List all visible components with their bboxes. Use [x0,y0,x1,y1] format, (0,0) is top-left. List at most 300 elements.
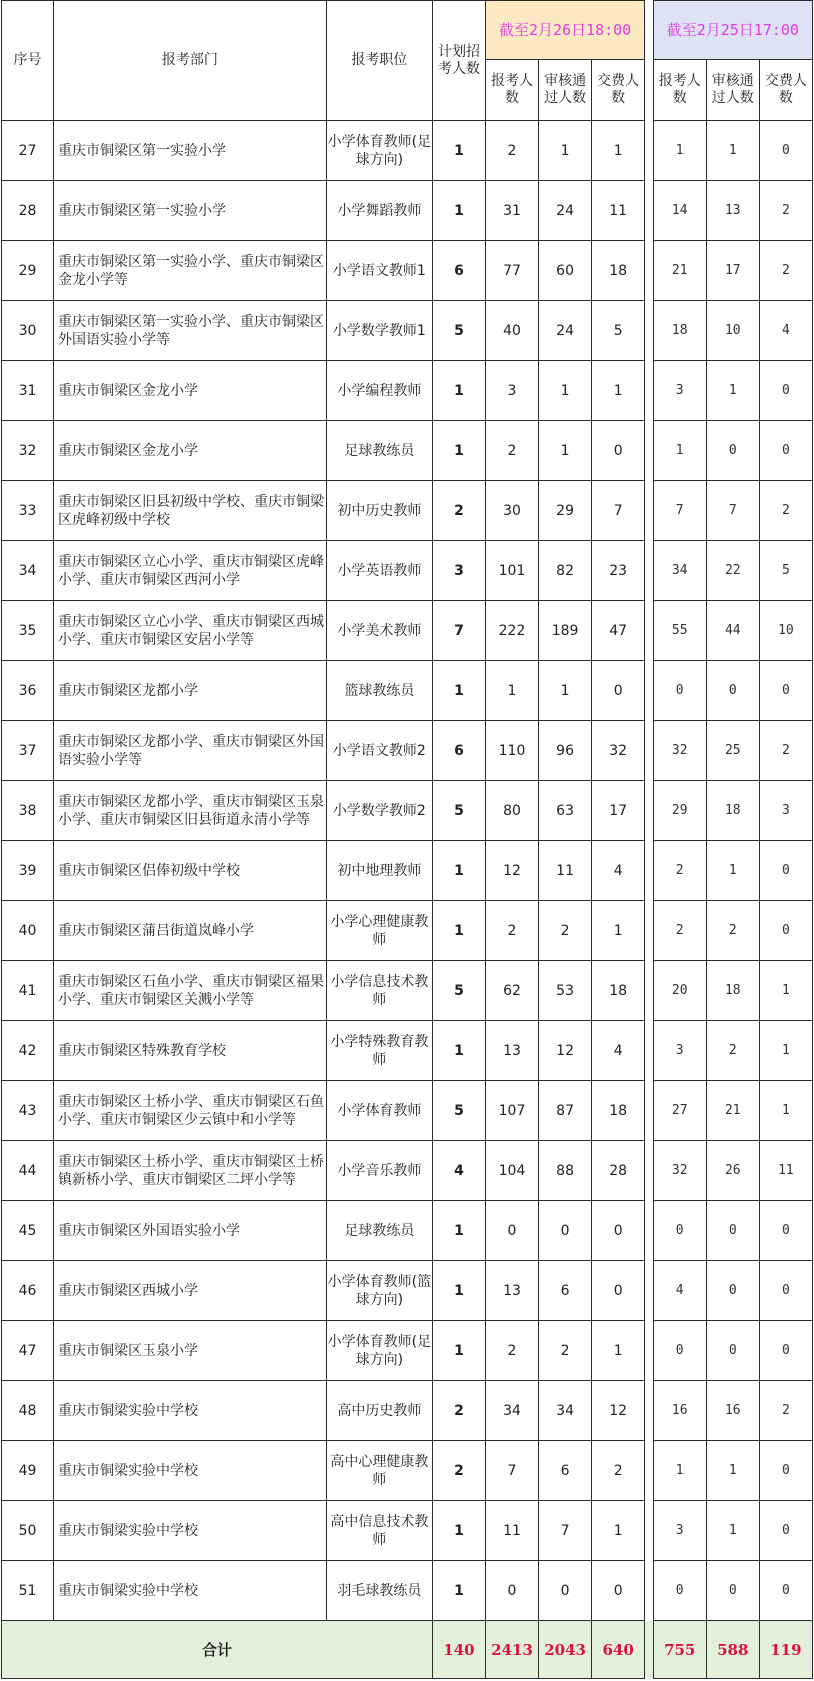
cell-b-approved: 1 [706,121,759,181]
header-b-paid: 交费人数 [759,60,812,121]
cell-index: 35 [2,601,54,661]
cell-b-applied: 32 [653,1141,706,1201]
cell-b-paid: 11 [759,1141,812,1201]
cell-a-applied: 104 [485,1141,538,1201]
cell-position: 初中地理教师 [326,841,432,901]
cell-dept: 重庆市铜梁区蒲吕街道岚峰小学 [54,901,327,961]
cell-position: 小学体育教师(足球方向) [326,121,432,181]
cell-dept: 重庆市铜梁区金龙小学 [54,421,327,481]
cell-position: 高中信息技术教师 [326,1501,432,1561]
table-row [2,361,813,421]
cell-a-paid: 1 [592,1501,645,1561]
cell-a-applied: 12 [485,841,538,901]
column-separator [645,1501,653,1561]
cell-a-paid: 47 [592,601,645,661]
cell-position: 小学体育教师(足球方向) [326,1321,432,1381]
header-b-applied: 报考人数 [653,60,706,121]
cell-position: 小学美术教师 [326,601,432,661]
cell-b-applied: 29 [653,781,706,841]
cell-a-approved: 12 [539,1021,592,1081]
cell-b-paid: 0 [759,901,812,961]
cell-index: 50 [2,1501,54,1561]
table-row [2,1141,813,1201]
cell-plan: 5 [432,961,485,1021]
cell-b-applied: 18 [653,301,706,361]
cell-a-applied: 34 [485,1381,538,1441]
cell-index: 51 [2,1561,54,1621]
total-b-applied: 755 [653,1621,706,1679]
cell-dept: 重庆市铜梁区侣俸初级中学校 [54,841,327,901]
column-separator [645,721,653,781]
cell-b-approved: 1 [706,841,759,901]
cell-a-approved: 88 [539,1141,592,1201]
cell-b-applied: 1 [653,121,706,181]
column-separator [645,241,653,301]
cell-b-approved: 22 [706,541,759,601]
table-row [2,901,813,961]
column-separator [645,481,653,541]
cell-a-paid: 4 [592,1021,645,1081]
cell-a-paid: 18 [592,961,645,1021]
cell-position: 小学心理健康教师 [326,901,432,961]
cell-a-applied: 31 [485,181,538,241]
cell-b-approved: 7 [706,481,759,541]
cell-dept: 重庆市铜梁实验中学校 [54,1501,327,1561]
cell-a-approved: 2 [539,901,592,961]
cell-plan: 5 [432,781,485,841]
cell-plan: 6 [432,241,485,301]
header-position: 报考职位 [326,1,432,121]
cell-b-approved: 0 [706,421,759,481]
column-separator [645,1,653,121]
cell-index: 30 [2,301,54,361]
cell-dept: 重庆市铜梁区第一实验小学 [54,121,327,181]
cell-plan: 1 [432,121,485,181]
header-a-applied: 报考人数 [485,60,538,121]
cell-b-approved: 0 [706,1321,759,1381]
cell-b-approved: 2 [706,1021,759,1081]
cell-position: 小学体育教师(篮球方向) [326,1261,432,1321]
column-separator [645,1621,653,1679]
cell-plan: 7 [432,601,485,661]
cell-position: 羽毛球教练员 [326,1561,432,1621]
cell-a-applied: 2 [485,901,538,961]
cell-a-approved: 53 [539,961,592,1021]
cell-dept: 重庆市铜梁实验中学校 [54,1441,327,1501]
cell-b-paid: 0 [759,361,812,421]
cell-a-applied: 77 [485,241,538,301]
cell-a-paid: 0 [592,1261,645,1321]
table-row [2,661,813,721]
cell-dept: 重庆市铜梁实验中学校 [54,1381,327,1441]
cell-dept: 重庆市铜梁区土桥小学、重庆市铜梁区土桥镇新桥小学、重庆市铜梁区二坪小学等 [54,1141,327,1201]
cell-plan: 4 [432,1141,485,1201]
cell-dept: 重庆市铜梁区金龙小学 [54,361,327,421]
cell-a-approved: 189 [539,601,592,661]
cell-a-approved: 87 [539,1081,592,1141]
table-row [2,121,813,181]
cell-a-approved: 63 [539,781,592,841]
cell-index: 34 [2,541,54,601]
cell-a-paid: 18 [592,1081,645,1141]
header-dept: 报考部门 [54,1,327,121]
cell-index: 42 [2,1021,54,1081]
column-separator [645,421,653,481]
column-separator [645,1561,653,1621]
cell-a-paid: 0 [592,661,645,721]
cell-plan: 6 [432,721,485,781]
cell-a-approved: 7 [539,1501,592,1561]
cell-position: 小学数学教师1 [326,301,432,361]
cell-b-paid: 3 [759,781,812,841]
cell-plan: 1 [432,181,485,241]
cell-b-paid: 0 [759,421,812,481]
cell-plan: 3 [432,541,485,601]
header-period-a: 截至2月26日18:00 [485,1,644,60]
cell-plan: 5 [432,1081,485,1141]
table-row [2,1021,813,1081]
cell-a-paid: 7 [592,481,645,541]
cell-a-paid: 28 [592,1141,645,1201]
cell-dept: 重庆市铜梁区第一实验小学、重庆市铜梁区外国语实验小学等 [54,301,327,361]
cell-b-applied: 7 [653,481,706,541]
cell-a-approved: 60 [539,241,592,301]
cell-b-applied: 32 [653,721,706,781]
cell-b-paid: 0 [759,661,812,721]
cell-plan: 1 [432,1021,485,1081]
header-a-paid: 交费人数 [592,60,645,121]
cell-b-approved: 13 [706,181,759,241]
column-separator [645,1021,653,1081]
cell-dept: 重庆市铜梁区旧县初级中学校、重庆市铜梁区虎峰初级中学校 [54,481,327,541]
cell-position: 小学信息技术教师 [326,961,432,1021]
total-plan: 140 [432,1621,485,1679]
column-separator [645,121,653,181]
cell-b-applied: 0 [653,1561,706,1621]
table-row [2,601,813,661]
cell-a-applied: 110 [485,721,538,781]
cell-a-approved: 1 [539,361,592,421]
cell-b-approved: 1 [706,361,759,421]
cell-b-paid: 0 [759,841,812,901]
cell-b-approved: 1 [706,1441,759,1501]
cell-b-applied: 20 [653,961,706,1021]
cell-b-applied: 16 [653,1381,706,1441]
cell-b-paid: 1 [759,961,812,1021]
cell-index: 27 [2,121,54,181]
cell-a-approved: 1 [539,421,592,481]
cell-b-approved: 18 [706,961,759,1021]
totals-row [2,1621,813,1679]
header-index: 序号 [2,1,54,121]
cell-b-paid: 0 [759,121,812,181]
cell-dept: 重庆市铜梁区土桥小学、重庆市铜梁区石鱼小学、重庆市铜梁区少云镇中和小学等 [54,1081,327,1141]
cell-a-paid: 0 [592,1201,645,1261]
cell-b-applied: 14 [653,181,706,241]
column-separator [645,901,653,961]
column-separator [645,301,653,361]
cell-position: 小学编程教师 [326,361,432,421]
total-b-approved: 588 [706,1621,759,1679]
table-row [2,421,813,481]
cell-index: 28 [2,181,54,241]
cell-dept: 重庆市铜梁区西城小学 [54,1261,327,1321]
cell-a-approved: 82 [539,541,592,601]
column-separator [645,601,653,661]
cell-plan: 2 [432,1441,485,1501]
cell-b-paid: 2 [759,481,812,541]
cell-dept: 重庆市铜梁区石鱼小学、重庆市铜梁区福果小学、重庆市铜梁区关溅小学等 [54,961,327,1021]
column-separator [645,1261,653,1321]
cell-b-applied: 0 [653,661,706,721]
cell-plan: 2 [432,1381,485,1441]
cell-b-applied: 27 [653,1081,706,1141]
column-separator [645,1381,653,1441]
cell-b-paid: 2 [759,721,812,781]
cell-dept: 重庆市铜梁区龙都小学、重庆市铜梁区外国语实验小学等 [54,721,327,781]
column-separator [645,541,653,601]
cell-b-applied: 1 [653,1441,706,1501]
cell-a-paid: 1 [592,361,645,421]
cell-a-approved: 34 [539,1381,592,1441]
cell-b-approved: 1 [706,1501,759,1561]
cell-position: 小学数学教师2 [326,781,432,841]
column-separator [645,1081,653,1141]
cell-position: 高中历史教师 [326,1381,432,1441]
cell-a-paid: 11 [592,181,645,241]
cell-plan: 1 [432,1261,485,1321]
cell-a-paid: 2 [592,1441,645,1501]
column-separator [645,781,653,841]
cell-a-approved: 24 [539,301,592,361]
column-separator [645,1201,653,1261]
column-separator [645,1141,653,1201]
cell-dept: 重庆市铜梁区立心小学、重庆市铜梁区西城小学、重庆市铜梁区安居小学等 [54,601,327,661]
cell-dept: 重庆市铜梁区玉泉小学 [54,1321,327,1381]
cell-index: 29 [2,241,54,301]
cell-b-approved: 25 [706,721,759,781]
cell-position: 小学语文教师2 [326,721,432,781]
total-a-approved: 2043 [539,1621,592,1679]
cell-a-approved: 11 [539,841,592,901]
column-separator [645,1321,653,1381]
cell-dept: 重庆市铜梁区立心小学、重庆市铜梁区虎峰小学、重庆市铜梁区西河小学 [54,541,327,601]
cell-a-approved: 6 [539,1441,592,1501]
cell-b-applied: 34 [653,541,706,601]
cell-b-paid: 0 [759,1201,812,1261]
cell-index: 31 [2,361,54,421]
cell-a-paid: 23 [592,541,645,601]
cell-a-approved: 1 [539,121,592,181]
table-row [2,241,813,301]
cell-b-applied: 3 [653,1021,706,1081]
cell-position: 小学特殊教育教师 [326,1021,432,1081]
column-separator [645,181,653,241]
column-separator [645,661,653,721]
cell-b-paid: 0 [759,1441,812,1501]
cell-position: 篮球教练员 [326,661,432,721]
cell-index: 36 [2,661,54,721]
cell-plan: 5 [432,301,485,361]
cell-plan: 1 [432,421,485,481]
table-row [2,1201,813,1261]
cell-plan: 1 [432,1501,485,1561]
cell-position: 高中心理健康教师 [326,1441,432,1501]
cell-dept: 重庆市铜梁区第一实验小学 [54,181,327,241]
cell-plan: 1 [432,1561,485,1621]
cell-a-paid: 5 [592,301,645,361]
cell-b-paid: 0 [759,1321,812,1381]
cell-a-applied: 101 [485,541,538,601]
table-row [2,1381,813,1441]
cell-a-approved: 0 [539,1561,592,1621]
total-a-applied: 2413 [485,1621,538,1679]
cell-index: 37 [2,721,54,781]
totals-label: 合计 [2,1621,433,1679]
cell-b-approved: 0 [706,1561,759,1621]
cell-b-paid: 5 [759,541,812,601]
cell-b-applied: 3 [653,361,706,421]
cell-index: 45 [2,1201,54,1261]
cell-a-applied: 2 [485,1321,538,1381]
cell-a-applied: 2 [485,121,538,181]
cell-a-applied: 0 [485,1201,538,1261]
cell-a-paid: 32 [592,721,645,781]
table-row [2,1441,813,1501]
cell-b-applied: 3 [653,1501,706,1561]
cell-a-approved: 29 [539,481,592,541]
cell-b-applied: 4 [653,1261,706,1321]
cell-b-approved: 18 [706,781,759,841]
table-row [2,1321,813,1381]
table-row [2,181,813,241]
header-row-top [2,1,813,60]
cell-b-paid: 0 [759,1501,812,1561]
cell-index: 46 [2,1261,54,1321]
cell-b-paid: 1 [759,1081,812,1141]
cell-b-paid: 4 [759,301,812,361]
cell-b-paid: 1 [759,1021,812,1081]
cell-a-applied: 13 [485,1261,538,1321]
cell-b-approved: 2 [706,901,759,961]
cell-a-paid: 0 [592,1561,645,1621]
cell-a-applied: 13 [485,1021,538,1081]
header-b-approved: 审核通过人数 [706,60,759,121]
cell-a-paid: 4 [592,841,645,901]
cell-b-approved: 0 [706,1261,759,1321]
cell-position: 小学英语教师 [326,541,432,601]
cell-plan: 1 [432,901,485,961]
cell-index: 39 [2,841,54,901]
cell-b-paid: 10 [759,601,812,661]
cell-b-approved: 21 [706,1081,759,1141]
cell-dept: 重庆市铜梁实验中学校 [54,1561,327,1621]
cell-plan: 1 [432,661,485,721]
cell-index: 49 [2,1441,54,1501]
cell-dept: 重庆市铜梁区外国语实验小学 [54,1201,327,1261]
cell-index: 33 [2,481,54,541]
registration-table [1,0,813,1679]
cell-a-applied: 11 [485,1501,538,1561]
cell-b-paid: 0 [759,1561,812,1621]
cell-a-applied: 107 [485,1081,538,1141]
table-row [2,781,813,841]
cell-b-applied: 2 [653,901,706,961]
cell-plan: 1 [432,1201,485,1261]
cell-a-paid: 0 [592,421,645,481]
cell-plan: 2 [432,481,485,541]
total-a-paid: 640 [592,1621,645,1679]
cell-a-applied: 40 [485,301,538,361]
cell-b-approved: 26 [706,1141,759,1201]
cell-a-approved: 6 [539,1261,592,1321]
cell-b-approved: 0 [706,1201,759,1261]
cell-position: 小学体育教师 [326,1081,432,1141]
total-b-paid: 119 [759,1621,812,1679]
cell-position: 小学语文教师1 [326,241,432,301]
cell-a-applied: 80 [485,781,538,841]
column-separator [645,361,653,421]
cell-position: 小学舞蹈教师 [326,181,432,241]
cell-plan: 1 [432,361,485,421]
column-separator [645,841,653,901]
cell-dept: 重庆市铜梁区第一实验小学、重庆市铜梁区金龙小学等 [54,241,327,301]
cell-b-approved: 16 [706,1381,759,1441]
cell-b-applied: 0 [653,1321,706,1381]
cell-index: 43 [2,1081,54,1141]
cell-b-paid: 2 [759,1381,812,1441]
cell-b-approved: 10 [706,301,759,361]
table-row [2,721,813,781]
cell-dept: 重庆市铜梁区龙都小学、重庆市铜梁区玉泉小学、重庆市铜梁区旧县街道永清小学等 [54,781,327,841]
cell-index: 38 [2,781,54,841]
cell-plan: 1 [432,841,485,901]
cell-index: 44 [2,1141,54,1201]
cell-a-applied: 3 [485,361,538,421]
cell-index: 41 [2,961,54,1021]
cell-b-paid: 2 [759,241,812,301]
cell-a-paid: 17 [592,781,645,841]
table-row [2,1261,813,1321]
cell-a-applied: 222 [485,601,538,661]
table-row [2,1081,813,1141]
cell-a-paid: 1 [592,901,645,961]
cell-b-approved: 0 [706,661,759,721]
cell-b-applied: 2 [653,841,706,901]
table-row [2,1501,813,1561]
table-row [2,541,813,601]
table-row [2,301,813,361]
cell-a-applied: 0 [485,1561,538,1621]
cell-position: 足球教练员 [326,421,432,481]
cell-a-approved: 1 [539,661,592,721]
cell-a-paid: 12 [592,1381,645,1441]
cell-a-approved: 0 [539,1201,592,1261]
cell-a-paid: 18 [592,241,645,301]
table-row [2,961,813,1021]
cell-index: 48 [2,1381,54,1441]
header-plan: 计划招考人数 [432,1,485,121]
cell-dept: 重庆市铜梁区龙都小学 [54,661,327,721]
cell-a-approved: 24 [539,181,592,241]
header-a-approved: 审核通过人数 [539,60,592,121]
cell-b-applied: 21 [653,241,706,301]
cell-b-paid: 0 [759,1261,812,1321]
cell-a-applied: 2 [485,421,538,481]
column-separator [645,1441,653,1501]
cell-a-paid: 1 [592,121,645,181]
cell-a-approved: 2 [539,1321,592,1381]
